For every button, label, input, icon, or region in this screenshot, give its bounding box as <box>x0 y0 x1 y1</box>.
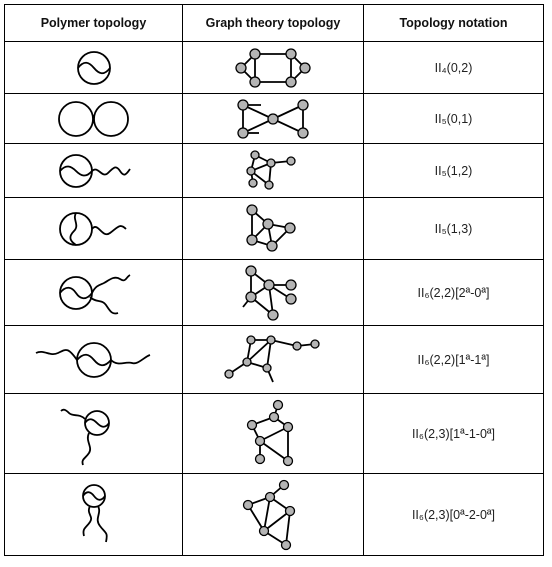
topology-table-container <box>4 4 544 556</box>
triangle-graph-with-tail-icon <box>243 149 303 193</box>
polymer-cell <box>5 144 183 198</box>
small-ring-two-tails-b-icon <box>64 480 124 550</box>
table-row <box>5 394 544 474</box>
figure-eight-double-ring-icon <box>54 99 134 139</box>
notation-cell: II₅(0,1) <box>364 94 544 144</box>
theta-graph-icon <box>233 46 313 90</box>
header-row <box>5 5 544 42</box>
ring-chord-one-tail-icon <box>54 151 134 191</box>
table-row <box>5 474 544 556</box>
ring-chord-two-tails-same-side-icon <box>54 265 134 321</box>
single-ring-with-internal-chord-icon <box>64 48 124 88</box>
graph-cell <box>183 260 364 326</box>
graph-two-tails-different-vertices-icon <box>223 332 323 388</box>
notation-cell: II₆(2,2)[1ª-1ª] <box>364 326 544 394</box>
polymer-cell <box>5 94 183 144</box>
notation-cell: II₆(2,3)[0ª-2-0ª] <box>364 474 544 556</box>
notation-cell: II₆(2,3)[1ª-1-0ª] <box>364 394 544 474</box>
polymer-cell <box>5 326 183 394</box>
polymer-cell <box>5 260 183 326</box>
header-topology-notation: Topology notation <box>364 5 544 42</box>
notation-cell: II₆(2,2)[2ª-0ª] <box>364 260 544 326</box>
notation-cell: II₅(1,2) <box>364 144 544 198</box>
diamond-graph-with-tail-icon <box>238 204 308 254</box>
ring-chord-one-tail-alt-icon <box>54 207 134 251</box>
header-graph-theory-topology: Graph theory topology <box>183 5 364 42</box>
table-row <box>5 326 544 394</box>
graph-cell <box>183 474 364 556</box>
graph-tails-1-1-0-icon <box>238 399 308 469</box>
table-row <box>5 94 544 144</box>
header-polymer-topology: Polymer topology <box>5 5 183 42</box>
graph-two-tails-same-vertex-icon <box>233 263 313 323</box>
graph-cell <box>183 144 364 198</box>
notation-cell: II₅(1,3) <box>364 198 544 260</box>
ring-chord-two-tails-opposite-icon <box>34 335 154 385</box>
graph-tails-0-2-0-icon <box>238 479 308 551</box>
bowtie-graph-icon <box>233 97 313 141</box>
graph-cell <box>183 42 364 94</box>
polymer-cell <box>5 394 183 474</box>
table-row <box>5 42 544 94</box>
graph-cell <box>183 198 364 260</box>
polymer-cell <box>5 42 183 94</box>
graph-cell <box>183 394 364 474</box>
polymer-cell <box>5 198 183 260</box>
polymer-cell <box>5 474 183 556</box>
table-row <box>5 260 544 326</box>
table-row <box>5 198 544 260</box>
graph-cell <box>183 326 364 394</box>
table-row <box>5 144 544 198</box>
small-ring-two-tails-a-icon <box>59 401 129 467</box>
graph-cell <box>183 94 364 144</box>
notation-cell: II₄(0,2) <box>364 42 544 94</box>
topology-table <box>4 4 544 556</box>
